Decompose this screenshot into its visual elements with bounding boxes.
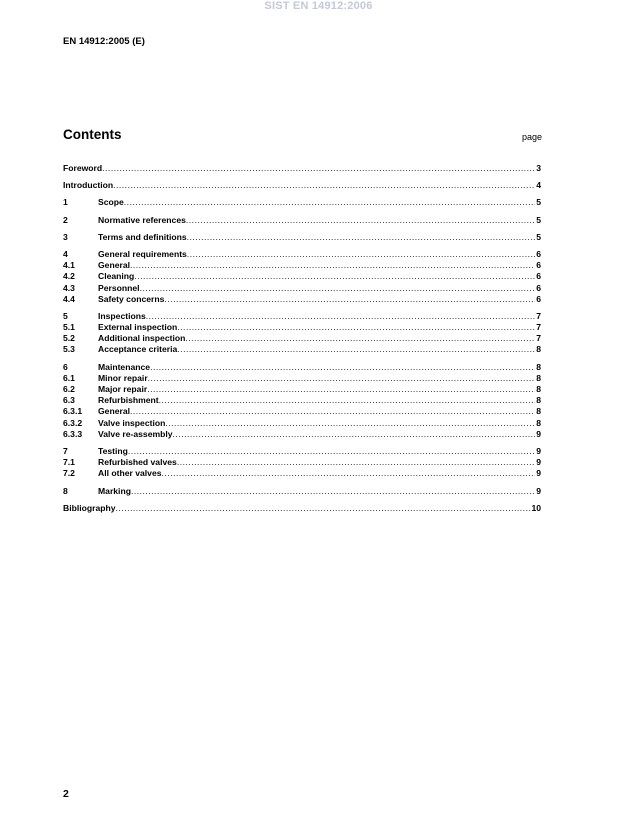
toc-entry-title: Testing xyxy=(98,445,128,456)
toc-entry-number: 6.1 xyxy=(63,372,75,383)
toc-entry-title: Minor repair xyxy=(98,372,148,383)
toc-entry-title: Terms and definitions xyxy=(98,231,187,242)
toc-entry[interactable] xyxy=(63,468,541,479)
toc-entry-number: 7.1 xyxy=(63,457,75,468)
toc-entry-number: 3 xyxy=(63,231,68,242)
toc-entry[interactable] xyxy=(63,384,541,395)
toc-entry[interactable] xyxy=(63,503,541,514)
toc-leader-dots xyxy=(177,457,535,468)
toc-entry-number: 1 xyxy=(63,197,68,208)
toc-entry-number: 5.1 xyxy=(63,322,75,333)
watermark: SIST EN 14912:2006 xyxy=(264,0,373,12)
toc-group xyxy=(63,197,541,208)
toc-entry-number: 6.3.2 xyxy=(63,417,83,428)
toc-entry-title: Cleaning xyxy=(98,271,135,282)
toc-entry[interactable] xyxy=(63,395,541,406)
toc-entry-page: 6 xyxy=(536,248,541,259)
toc-entry-page: 8 xyxy=(536,417,541,428)
toc-group xyxy=(63,215,541,226)
toc-entry-page: 8 xyxy=(536,344,541,355)
toc-leader-dots xyxy=(173,429,535,440)
toc-entry-page: 7 xyxy=(536,333,541,344)
toc-entry-title: Bibliography xyxy=(63,502,116,513)
toc-group xyxy=(63,486,541,497)
toc-entry-page: 9 xyxy=(536,428,541,439)
toc-leader-dots xyxy=(113,180,535,191)
toc-leader-dots xyxy=(116,503,532,514)
toc-entry-page: 8 xyxy=(536,372,541,383)
toc-entry-number: 6.3.1 xyxy=(63,406,83,417)
toc-entry-page: 4 xyxy=(536,180,541,191)
toc-entry-title: General xyxy=(98,260,131,271)
toc-leader-dots xyxy=(102,163,535,174)
toc-entry[interactable] xyxy=(63,333,541,344)
toc-entry[interactable] xyxy=(63,486,541,497)
toc-entry-page: 8 xyxy=(536,384,541,394)
toc-entry-page: 3 xyxy=(536,163,541,173)
toc-entry-page: 6 xyxy=(536,271,541,282)
toc-leader-dots xyxy=(140,283,535,294)
toc-leader-dots xyxy=(128,446,535,457)
toc-entry[interactable] xyxy=(63,311,541,322)
toc-leader-dots xyxy=(187,232,535,243)
toc-entry-page: 6 xyxy=(536,260,541,271)
toc-entry-number: 8 xyxy=(63,485,68,496)
toc-entry-number: 2 xyxy=(63,214,68,225)
toc-entry-title: Valve inspection xyxy=(98,417,166,428)
toc-entry-page: 6 xyxy=(536,293,541,304)
toc-entry-page: 9 xyxy=(536,468,541,479)
page-column-label: page xyxy=(521,132,542,142)
toc-entry-page: 9 xyxy=(536,485,541,496)
toc-leader-dots xyxy=(177,344,535,355)
toc-entry-title: Normative references xyxy=(98,214,186,225)
toc-leader-dots xyxy=(124,197,535,208)
toc-group xyxy=(63,503,541,514)
toc-entry-page: 7 xyxy=(536,310,541,321)
toc-entry[interactable] xyxy=(63,232,541,243)
toc-entry-page: 5 xyxy=(536,214,541,225)
toc-entry[interactable] xyxy=(63,180,541,191)
page-number: 2 xyxy=(63,788,69,800)
toc-entry[interactable] xyxy=(63,283,541,294)
toc-entry-title: Scope xyxy=(98,197,124,208)
toc-entry-title: Personnel xyxy=(98,282,140,293)
toc-leader-dots xyxy=(162,468,535,479)
toc-group xyxy=(63,232,541,243)
toc-entry-page: 8 xyxy=(536,395,541,406)
toc-entry-page: 8 xyxy=(536,406,541,417)
toc-entry[interactable] xyxy=(63,373,541,384)
toc-entry-title: Refurbishment xyxy=(98,395,159,406)
toc-leader-dots xyxy=(185,333,535,344)
toc-entry-number: 4.2 xyxy=(63,271,75,282)
toc-entry-page: 7 xyxy=(536,322,541,333)
toc-entry-number: 4.4 xyxy=(63,293,75,304)
toc-leader-dots xyxy=(164,294,535,305)
toc-entry-title: External inspection xyxy=(98,322,178,333)
toc-entry-title: Additional inspection xyxy=(98,333,186,344)
toc-entry-number: 5.3 xyxy=(63,344,75,355)
toc-entry-number: 7.2 xyxy=(63,468,75,479)
toc-entry-number: 6 xyxy=(63,361,68,372)
toc-entry[interactable] xyxy=(63,249,541,260)
toc-entry-number: 6.2 xyxy=(63,384,75,394)
toc-entry-title: Major repair xyxy=(98,384,148,394)
toc-entry[interactable] xyxy=(63,215,541,226)
toc-entry-page: 10 xyxy=(531,502,541,513)
toc-entry-title: Valve re-assembly xyxy=(98,428,173,439)
toc-group xyxy=(63,362,541,440)
toc-entry-page: 6 xyxy=(536,282,541,293)
toc-leader-dots xyxy=(130,406,535,417)
toc-entry-title: Refurbished valves xyxy=(98,457,177,468)
toc-entry-title: Marking xyxy=(98,485,131,496)
toc-entry-page: 8 xyxy=(536,361,541,372)
toc-entry[interactable] xyxy=(63,418,541,429)
toc-entry[interactable] xyxy=(63,362,541,373)
toc-group xyxy=(63,446,541,480)
toc-group xyxy=(63,180,541,191)
toc-leader-dots xyxy=(165,418,535,429)
toc-entry[interactable] xyxy=(63,322,541,333)
toc-entry-title: Introduction xyxy=(63,180,114,191)
toc-entry[interactable] xyxy=(63,344,541,355)
toc-leader-dots xyxy=(177,322,535,333)
toc-leader-dots xyxy=(146,311,535,322)
toc-entry-title: Maintenance xyxy=(98,361,151,372)
toc-entry[interactable] xyxy=(63,260,541,271)
toc-entry-title: All other valves xyxy=(98,468,162,479)
toc-entry[interactable] xyxy=(63,446,541,457)
toc-group xyxy=(63,163,541,174)
toc-entry[interactable] xyxy=(63,271,541,282)
toc-entry-title: General requirements xyxy=(98,248,187,259)
contents-heading: Contents xyxy=(63,127,122,142)
toc-leader-dots xyxy=(147,384,535,395)
toc-leader-dots xyxy=(150,362,535,373)
table-of-contents xyxy=(63,163,541,520)
toc-leader-dots xyxy=(148,373,535,384)
toc-leader-dots xyxy=(187,249,535,260)
toc-entry-number: 7 xyxy=(63,445,68,456)
toc-entry-page: 5 xyxy=(536,231,541,242)
toc-entry-number: 4.1 xyxy=(63,260,75,271)
toc-entry-number: 5 xyxy=(63,310,68,321)
toc-entry[interactable] xyxy=(63,406,541,417)
toc-entry-number: 4.3 xyxy=(63,282,75,293)
toc-entry-number: 5.2 xyxy=(63,333,75,344)
toc-entry-title: Acceptance criteria xyxy=(98,344,178,355)
toc-entry[interactable] xyxy=(63,457,541,468)
toc-leader-dots xyxy=(131,486,535,497)
document-id: EN 14912:2005 (E) xyxy=(63,36,145,47)
toc-entry[interactable] xyxy=(63,294,541,305)
toc-group xyxy=(63,311,541,356)
toc-entry-page: 5 xyxy=(536,197,541,208)
toc-entry-title: General xyxy=(98,406,131,417)
toc-leader-dots xyxy=(159,395,535,406)
toc-leader-dots xyxy=(134,271,535,282)
toc-entry-page: 9 xyxy=(536,457,541,468)
toc-entry-page: 9 xyxy=(536,445,541,456)
toc-entry[interactable] xyxy=(63,163,541,174)
toc-entry-number: 6.3 xyxy=(63,395,75,406)
toc-entry-number: 4 xyxy=(63,248,68,259)
toc-group xyxy=(63,249,541,305)
toc-entry[interactable] xyxy=(63,197,541,208)
toc-entry-title: Inspections xyxy=(98,310,146,321)
toc-entry[interactable] xyxy=(63,429,541,440)
toc-entry-title: Safety concerns xyxy=(98,293,165,304)
toc-leader-dots xyxy=(130,260,535,271)
toc-leader-dots xyxy=(186,215,535,226)
toc-entry-number: 6.3.3 xyxy=(63,428,83,439)
toc-entry-title: Foreword xyxy=(63,163,103,173)
